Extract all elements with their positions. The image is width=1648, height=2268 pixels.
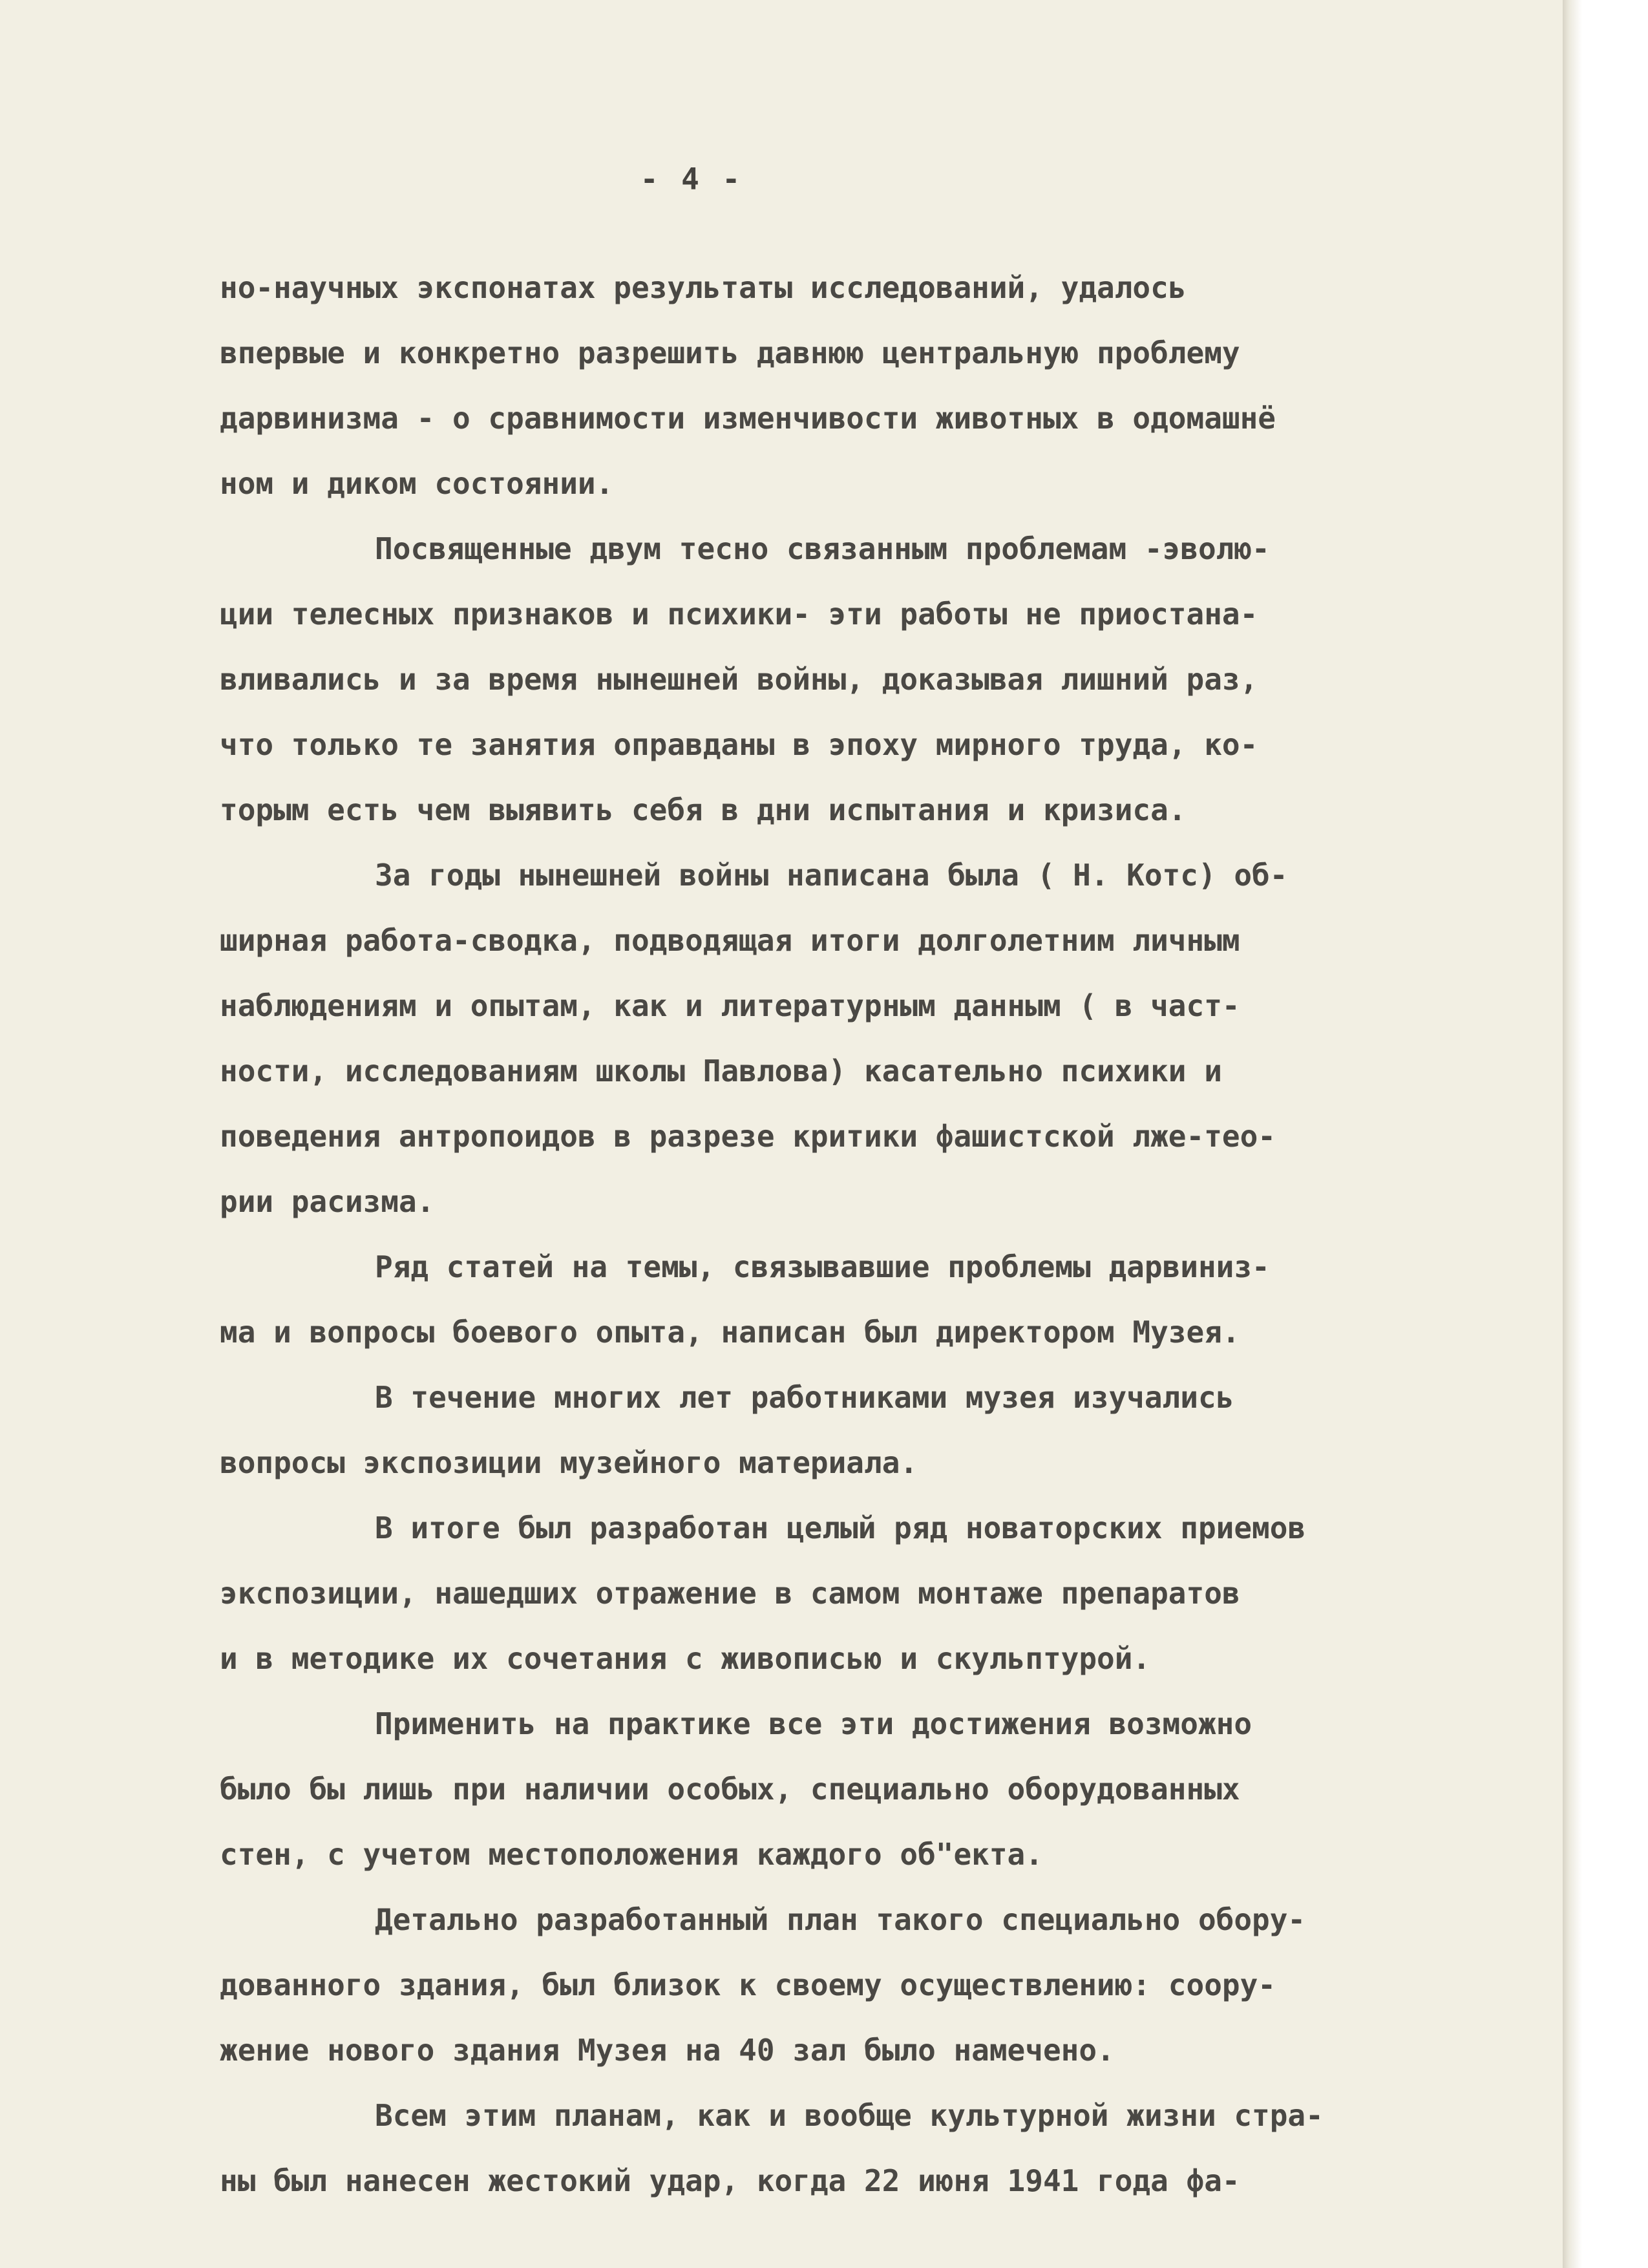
- text-line: но-научных экспонатах результаты исследований, удалось: [220, 270, 1187, 305]
- text-line: жение нового здания Музея на 40 зал было намечено.: [220, 2033, 1115, 2068]
- paragraph-start-line: В течение многих лет работниками музея изучались: [375, 1380, 1234, 1415]
- paragraph-start-line: Детально разработанный план такого специально обору-: [375, 1902, 1306, 1937]
- body-text: [220, 255, 1538, 2214]
- text-line: вливались и за время нынешней войны, доказывая лишний раз,: [220, 662, 1258, 697]
- paragraph-start-line: Ряд статей на темы, связывавшие проблемы дарвиниз-: [375, 1249, 1270, 1284]
- text-line: торым есть чем выявить себя в дни испытания и кризиса.: [220, 792, 1187, 827]
- paragraph-start-line: В итоге был разработан целый ряд новаторских приемов: [375, 1510, 1306, 1545]
- text-line: ции телесных признаков и психики- эти работы не приостана-: [220, 597, 1258, 631]
- text-line: и в методике их сочетания с живописью и скульптурой.: [220, 1641, 1151, 1676]
- text-line: рии расизма.: [220, 1184, 435, 1219]
- text-line: ности, исследованиям школы Павлова) касательно психики и: [220, 1054, 1222, 1088]
- text-line: экспозиции, нашедших отражение в самом монтаже препаратов: [220, 1576, 1240, 1611]
- paragraph-start-line: Всем этим планам, как и вообще культурной жизни стра-: [375, 2098, 1324, 2133]
- text-line: вопросы экспозиции музейного материала.: [220, 1445, 918, 1480]
- text-line: ширная работа-сводка, подводящая итоги долголетним личным: [220, 923, 1240, 958]
- text-line: ны был нанесен жестокий удар, когда 22 июня 1941 года фа-: [220, 2163, 1240, 2198]
- paragraph-start-line: За годы нынешней войны написана была ( Н. Котс) об-: [375, 858, 1288, 893]
- page-number: - 4 -: [640, 162, 743, 196]
- scan-margin: [1563, 0, 1648, 2268]
- text-line: было бы лишь при наличии особых, специально оборудованных: [220, 1772, 1240, 1807]
- text-line: стен, с учетом местоположения каждого об"екта.: [220, 1837, 1043, 1872]
- text-line: дарвинизма - о сравнимости изменчивости животных в одомашнё: [220, 401, 1276, 436]
- text-line: что только те занятия оправданы в эпоху мирного труда, ко-: [220, 727, 1258, 762]
- text-line: впервые и конкретно разрешить давнюю центральную проблему: [220, 335, 1240, 370]
- text-line: поведения антропоидов в разрезе критики фашистской лже-тео-: [220, 1119, 1276, 1154]
- text-line: ма и вопросы боевого опыта, написан был директором Музея.: [220, 1315, 1240, 1350]
- paragraph-start-line: Применить на практике все эти достижения возможно: [375, 1706, 1252, 1741]
- text-line: дованного здания, был близок к своему осуществлению: соору-: [220, 1967, 1276, 2002]
- text-line: ном и диком состоянии.: [220, 466, 614, 501]
- text-line: наблюдениям и опытам, как и литературным данным ( в част-: [220, 988, 1240, 1023]
- paragraph-start-line: Посвященные двум тесно связанным проблемам -эволю-: [375, 531, 1270, 566]
